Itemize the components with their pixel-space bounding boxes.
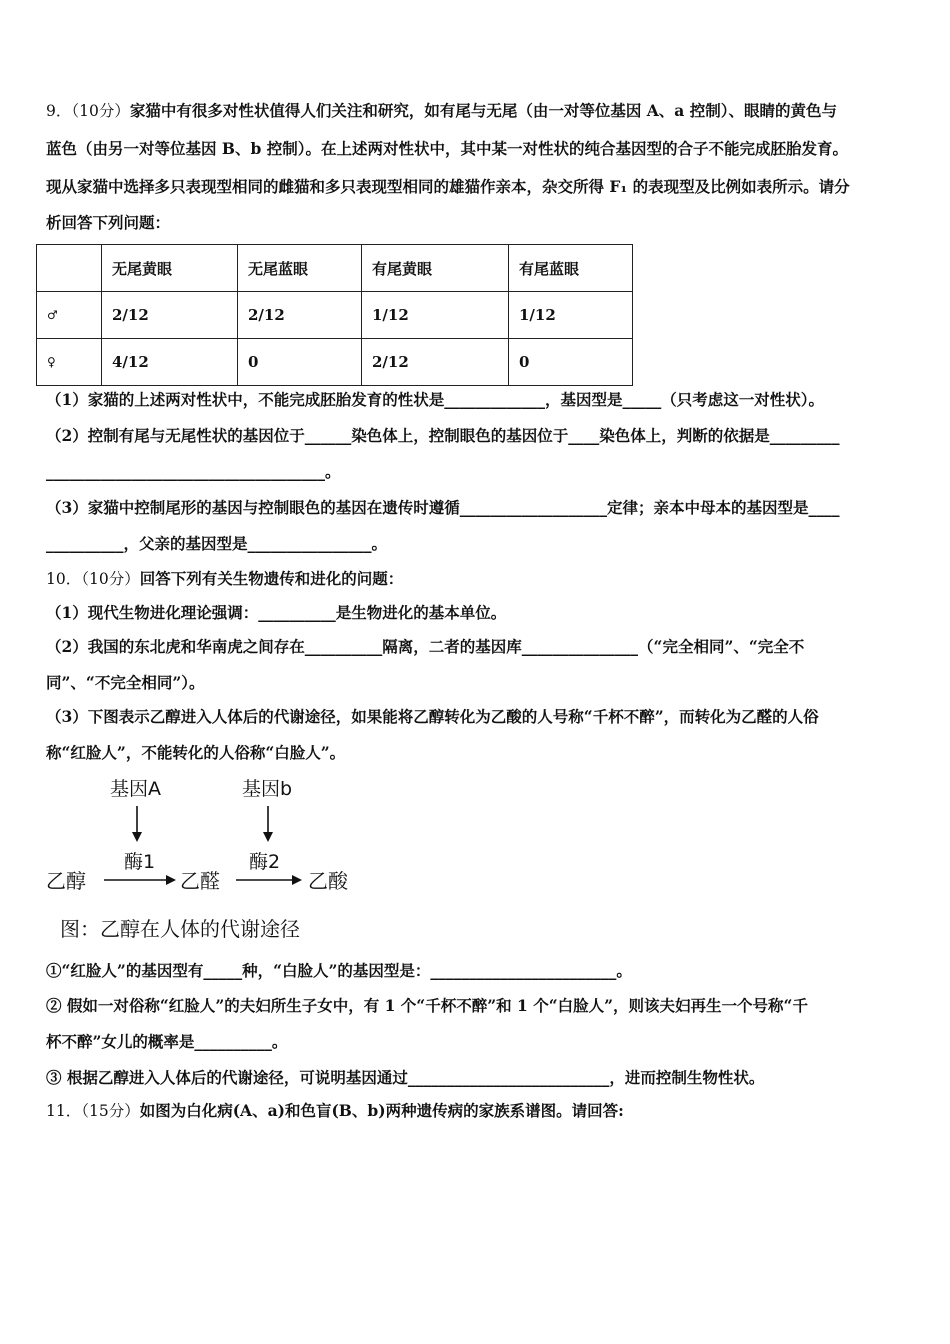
q10-score: （10分） bbox=[81, 570, 140, 588]
q10-sub3-line2: 称“红脸人”，不能转化的人俗称“白脸人”。 bbox=[46, 743, 346, 762]
ethanol-metabolism-diagram bbox=[44, 770, 374, 950]
table-header-cell: 无尾蓝眼 bbox=[238, 245, 362, 292]
q9-sub3-line2: __________，父亲的基因型是________________。 bbox=[46, 534, 388, 553]
diagram-caption: 图：乙醇在人体的代谢途径 bbox=[60, 917, 300, 941]
q9-sub3-line1: （3）家猫中控制尾形的基因与控制眼色的基因在遗传时遵循___________________定律；亲本中母本的基因型是____ bbox=[46, 498, 840, 517]
table-cell-sex: ♂ bbox=[37, 292, 102, 339]
q10-part2-line2: 杯不醉”女儿的概率是__________。 bbox=[46, 1032, 288, 1051]
table-cell: 1/12 bbox=[362, 292, 509, 339]
q9-line-3: 现从家猫中选择多只表现型相同的雌猫和多只表现型相同的雄猫作亲本，杂交所得 F₁ 的表现型及比例如表所示。请分 bbox=[46, 177, 850, 196]
q11-heading bbox=[46, 1100, 908, 1122]
table-header-cell: 有尾蓝眼 bbox=[509, 245, 633, 292]
q9-line-2: 蓝色（由另一对等位基因 B、b 控制）。在上述两对性状中，其中某一对性状的纯合基因型的合子不能完成胚胎发育。 bbox=[46, 139, 848, 158]
gene-a-label: 基因A bbox=[110, 778, 161, 800]
table-cell: 2/12 bbox=[362, 339, 509, 386]
arrow-gene-a-head bbox=[132, 832, 142, 842]
table-cell: 1/12 bbox=[509, 292, 633, 339]
q10-part1: ①“红脸人”的基因型有_____种，“白脸人”的基因型是：________________________。 bbox=[46, 961, 632, 980]
q9-line-1-text: 家猫中有很多对性状值得人们关注和研究，如有尾与无尾（由一对等位基因 A、a 控制）、眼睛的黄色与 bbox=[129, 101, 837, 120]
ethanol-label: 乙醇 bbox=[46, 869, 86, 893]
table-row bbox=[37, 292, 633, 339]
table-cell: 2/12 bbox=[238, 292, 362, 339]
acetaldehyde-label: 乙醛 bbox=[180, 869, 220, 893]
q10-heading bbox=[46, 568, 908, 590]
q9-line-1 bbox=[46, 100, 908, 122]
q9-sub2-line1: （2）控制有尾与无尾性状的基因位于______染色体上，控制眼色的基因位于____染色体上，判断的依据是_________ bbox=[46, 426, 840, 445]
table-header-cell: 无尾黄眼 bbox=[102, 245, 238, 292]
q10-intro: 回答下列有关生物遗传和进化的问题： bbox=[139, 569, 404, 588]
q9-score: （10分） bbox=[71, 102, 130, 120]
table-header-cell bbox=[37, 245, 102, 292]
table-cell: 0 bbox=[509, 339, 633, 386]
q10-sub1: （1）现代生物进化理论强调：__________是生物进化的基本单位。 bbox=[46, 603, 507, 622]
q10-sub2-line2: 同”、“不完全相同”）。 bbox=[46, 673, 205, 692]
q9-number: 9． bbox=[46, 102, 72, 120]
table-header-row bbox=[37, 245, 633, 292]
acetic-acid-label: 乙酸 bbox=[308, 869, 348, 893]
q11-text: 如图为白化病(A、a)和色盲(B、b)两种遗传病的家族系谱图。请回答: bbox=[139, 1101, 624, 1120]
q10-part2-line1: ② 假如一对俗称“红脸人”的夫妇所生子女中，有 1 个“千杯不醉”和 1 个“白脸人”，则该夫妇再生一个号称“千 bbox=[46, 996, 808, 1015]
table-row bbox=[37, 339, 633, 386]
q10-sub3-line1: （3）下图表示乙醇进入人体后的代谢途径，如果能将乙醇转化为乙酸的人号称“千杯不醉”，而转化为乙醛的人俗 bbox=[46, 707, 819, 726]
enzyme-2-label: 酶2 bbox=[249, 851, 281, 873]
table-header-cell: 有尾黄眼 bbox=[362, 245, 509, 292]
q11-score: （15分） bbox=[81, 1102, 140, 1120]
table-cell: 4/12 bbox=[102, 339, 238, 386]
arrow-step-1-head bbox=[166, 875, 176, 885]
phenotype-table bbox=[36, 244, 633, 386]
enzyme-1-label: 酶1 bbox=[124, 851, 156, 873]
q9-line-4: 析回答下列问题： bbox=[46, 213, 171, 232]
q10-number: 10． bbox=[46, 570, 82, 588]
table-cell: 2/12 bbox=[102, 292, 238, 339]
table-cell: 0 bbox=[238, 339, 362, 386]
q9-sub1: （1）家猫的上述两对性状中，不能完成胚胎发育的性状是_____________，基因型是_____（只考虑这一对性状）。 bbox=[46, 390, 825, 409]
table-cell-sex: ♀ bbox=[37, 339, 102, 386]
q9-sub2-line2: ____________________________________。 bbox=[46, 462, 341, 481]
gene-b-label: 基因b bbox=[242, 778, 293, 800]
q10-sub2-line1: （2）我国的东北虎和华南虎之间存在__________隔离，二者的基因库_______________（“完全相同”、“完全不 bbox=[46, 637, 805, 656]
q10-part3: ③ 根据乙醇进入人体后的代谢途径，可说明基因通过__________________________，进而控制生物性状。 bbox=[46, 1068, 765, 1087]
arrow-gene-b-head bbox=[263, 832, 273, 842]
q11-number: 11． bbox=[46, 1102, 82, 1120]
arrow-step-2-head bbox=[292, 875, 302, 885]
